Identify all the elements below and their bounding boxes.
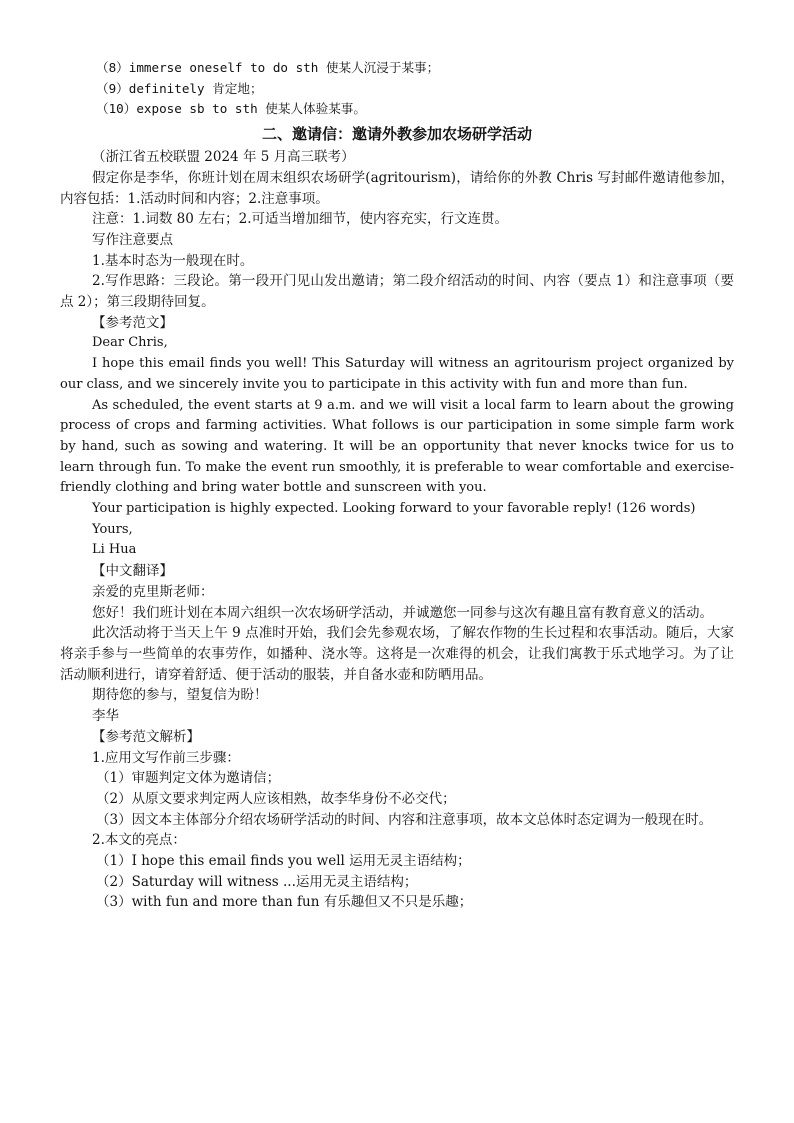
- document-page: [60, 58, 734, 913]
- letter-signature: Li Hua: [92, 542, 137, 558]
- source-note: （浙江省五校联盟 2024 年 5 月高三联考）: [92, 149, 355, 166]
- letter-paragraph-1: I hope this email finds you well! This Saturday will witness an agritourism project organized by our class, and we sincerely invite you to participate in this activity with fun and more than fun.: [60, 356, 734, 392]
- analysis-1-item: （3）因文本主体部分介绍农场研学活动的时间、内容和注意事项，故本文总体时态定调为一般现在时。: [96, 811, 713, 828]
- tip-1: 1.基本时态为一般现在时。: [92, 252, 254, 269]
- analysis-1-item: （1）审题判定文体为邀请信；: [96, 770, 281, 787]
- cn-signature: 李华: [92, 708, 119, 725]
- task-prompt: 假定你是李华，你班计划在周末组织农场研学(agritourism)，请给你的外教 Chris 写封邮件邀请他参加，内容包括：1.活动时间和内容；2.注意事项。: [60, 169, 734, 207]
- task-note: 注意：1.词数 80 左右；2.可适当增加细节，使内容充实，行文连贯。: [92, 211, 509, 228]
- cn-paragraph-2: 此次活动将于当天上午 9 点准时开始，我们会先参观农场，了解农作物的生长过程和农事活动。随后，大家将亲手参与一些简单的农事劳作，如播种、浇水等。这将是一次难得的机会，让我们寓教于乐式地学习。为了让活动顺利进行，请穿着舒适、便于活动的服装，并自备水壶和防晒用品。: [60, 625, 734, 683]
- letter-greeting: Dear Chris,: [92, 335, 168, 351]
- letter-paragraph-2: As scheduled, the event starts at 9 a.m. and we will visit a local farm to learn about the growing process of crops and farming activities. What follows is our participation in some simple farm work by hand, such as sowing and watering. It will be an opportunity that never knocks twice for us to learn through fun. To make the event run smoothly, it is preferable to wear comfortable and exercise-friendly clothing and bring water bottle and sunscreen with you.: [60, 397, 734, 496]
- analysis-heading: 【参考范文解析】: [92, 728, 200, 745]
- analysis-2-item: （3）with fun and more than fun 有乐趣但又不只是乐趣；: [96, 894, 473, 911]
- section-title: 二、邀请信：邀请外教参加农场研学活动: [261, 125, 532, 144]
- translation-heading: 【中文翻译】: [92, 563, 173, 580]
- tips-heading: 写作注意要点: [92, 231, 173, 248]
- analysis-1-item: （2）从原文要求判定两人应该相熟，故李华身份不必交代；: [96, 790, 456, 807]
- analysis-point-2: 2.本文的亮点：: [92, 832, 186, 849]
- analysis-2-item: （1）I hope this email finds you well 运用无灵主语结构；: [96, 853, 471, 870]
- tip-2: 2.写作思路：三段论。第一段开门见山发出邀请；第二段介绍活动的时间、内容（要点 1）和注意事项（要点 2）；第三段期待回复。: [60, 273, 734, 311]
- letter-closing: Yours,: [92, 521, 133, 537]
- analysis-point-1: 1.应用文写作前三步骤：: [92, 749, 240, 766]
- cn-paragraph-1: 您好！我们班计划在本周六组织一次农场研学活动，并诚邀您一同参与这次有趣且富有教育意义的活动。: [92, 604, 713, 621]
- model-heading: 【参考范文】: [92, 314, 173, 331]
- letter-paragraph-3: Your participation is highly expected. Looking forward to your favorable reply! (126 words): [92, 501, 696, 517]
- cn-paragraph-3: 期待您的参与，望复信为盼！: [92, 687, 268, 704]
- vocab-item-9: （9）definitely 肯定地；: [96, 80, 263, 96]
- cn-greeting: 亲爱的克里斯老师：: [92, 583, 214, 600]
- analysis-2-item: （2）Saturday will witness ...运用无灵主语结构；: [96, 873, 418, 890]
- vocab-item-10: （10）expose sb to sth 使某人体验某事。: [96, 101, 366, 117]
- vocab-item-8: （8）immerse oneself to do sth 使某人沉浸于某事；: [96, 60, 440, 75]
